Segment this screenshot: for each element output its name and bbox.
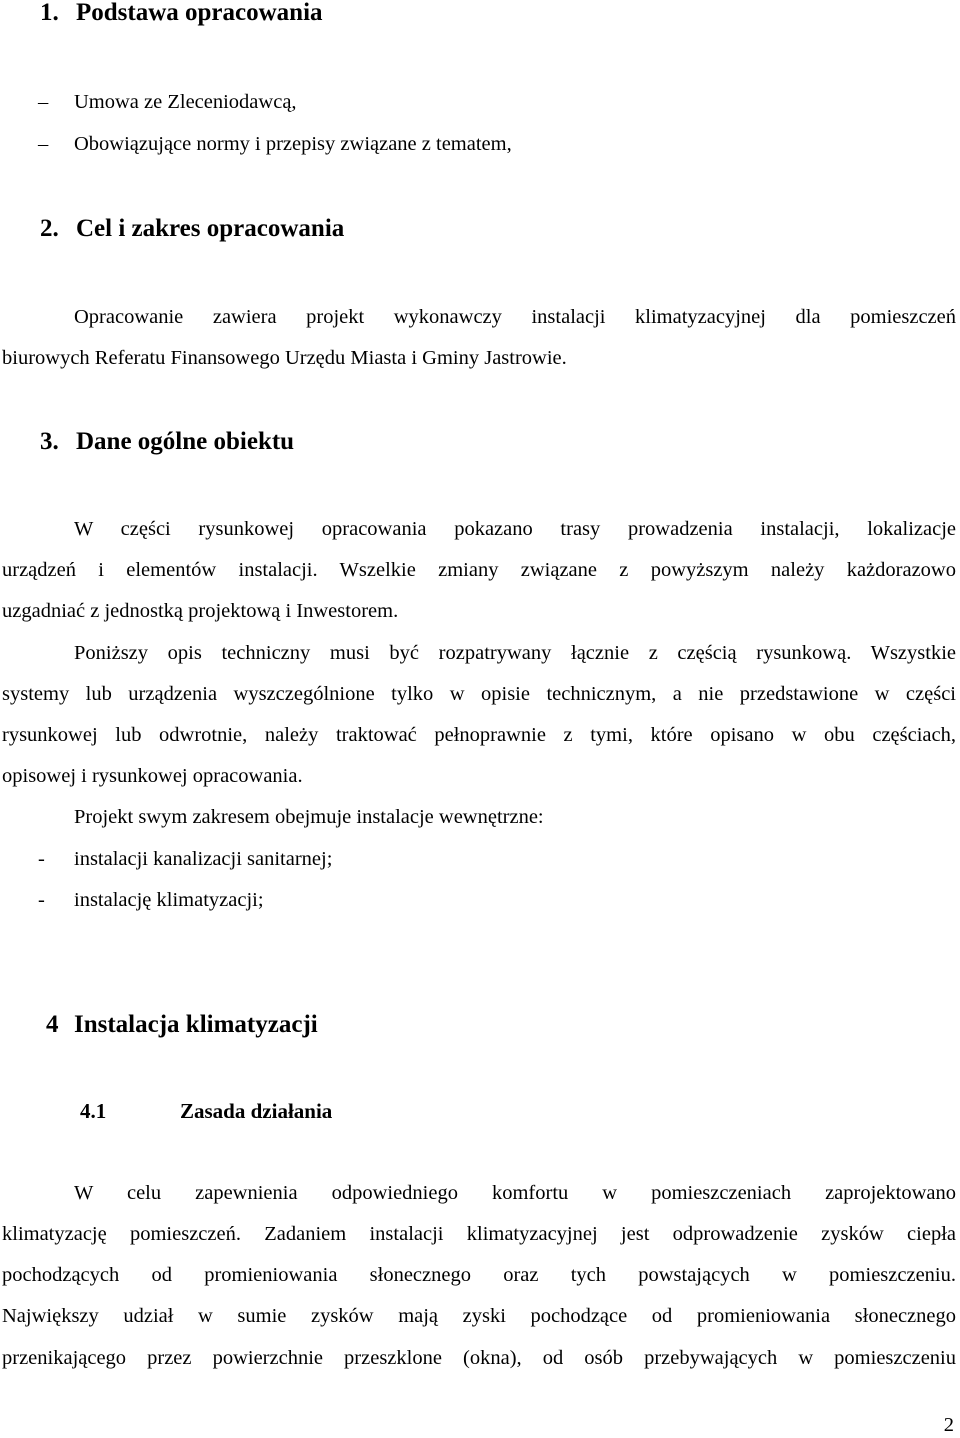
- heading-number: 3.: [40, 428, 59, 455]
- heading-title: Zasada działania: [180, 1099, 333, 1123]
- list-item: instalację klimatyzacji;: [74, 889, 264, 911]
- paragraph-line: systemy lub urządzenia wyszczególnione tylko w opisie technicznym, a nie przedstawione w części: [2, 683, 956, 705]
- paragraph-line: klimatyzację pomieszczeń. Zadaniem instalacji klimatyzacyjnej jest odprowadzenie zysków ciepła: [2, 1223, 956, 1245]
- paragraph-line: pochodzących od promieniowania słonecznego oraz tych powstających w pomieszczeniu.: [2, 1264, 956, 1286]
- list-item: Obowiązujące normy i przepisy związane z tematem,: [74, 133, 512, 155]
- heading-section-4: [46, 1010, 318, 1040]
- heading-section-4-1: [80, 1096, 332, 1126]
- paragraph-line: Poniższy opis techniczny musi być rozpatrywany łącznie z częścią rysunkową. Wszystkie: [74, 642, 956, 664]
- paragraph-line: uzgadniać z jednostką projektową i Inwestorem.: [2, 600, 399, 622]
- heading-number: 1.: [40, 0, 59, 26]
- paragraph-line: W części rysunkowej opracowania pokazano trasy prowadzenia instalacji, lokalizacje: [74, 518, 956, 540]
- paragraph-line: przenikającego przez powierzchnie przeszklone (okna), od osób przebywających w pomieszczeniu: [2, 1347, 956, 1369]
- paragraph-line: Projekt swym zakresem obejmuje instalacje wewnętrzne:: [74, 806, 544, 828]
- paragraph-line: Opracowanie zawiera projekt wykonawczy instalacji klimatyzacyjnej dla pomieszczeń: [74, 306, 956, 328]
- heading-title: Dane ogólne obiektu: [76, 428, 295, 455]
- heading-title: Cel i zakres opracowania: [76, 215, 345, 242]
- paragraph-line: W celu zapewnienia odpowiedniego komfortu w pomieszczeniach zaprojektowano: [74, 1182, 956, 1204]
- heading-number: 4: [46, 1011, 59, 1038]
- list-item: instalacji kanalizacji sanitarnej;: [74, 848, 333, 870]
- paragraph-line: biurowych Referatu Finansowego Urzędu Miasta i Gminy Jastrowie.: [2, 347, 567, 369]
- heading-section-2: [40, 214, 344, 244]
- heading-number: 4.1: [80, 1099, 107, 1123]
- list-bullet: -: [38, 848, 45, 870]
- list-bullet: –: [38, 133, 49, 155]
- paragraph-line: opisowej i rysunkowej opracowania.: [2, 765, 303, 787]
- heading-title: Instalacja klimatyzacji: [74, 1011, 318, 1038]
- page-number: 2: [943, 1414, 954, 1436]
- heading-section-1: [40, 0, 323, 28]
- heading-section-3: [40, 427, 294, 457]
- paragraph-line: Największy udział w sumie zysków mają zyski pochodzące od promieniowania słonecznego: [2, 1305, 956, 1327]
- paragraph-line: rysunkowej lub odwrotnie, należy traktować pełnoprawnie z tymi, które opisano w obu częściach,: [2, 724, 956, 746]
- list-bullet: –: [38, 91, 49, 113]
- heading-title: Podstawa opracowania: [76, 0, 323, 26]
- heading-number: 2.: [40, 215, 59, 242]
- list-bullet: -: [38, 889, 45, 911]
- paragraph-line: urządzeń i elementów instalacji. Wszelkie zmiany związane z powyższym należy każdorazowo: [2, 559, 956, 581]
- list-item: Umowa ze Zleceniodawcą,: [74, 91, 297, 113]
